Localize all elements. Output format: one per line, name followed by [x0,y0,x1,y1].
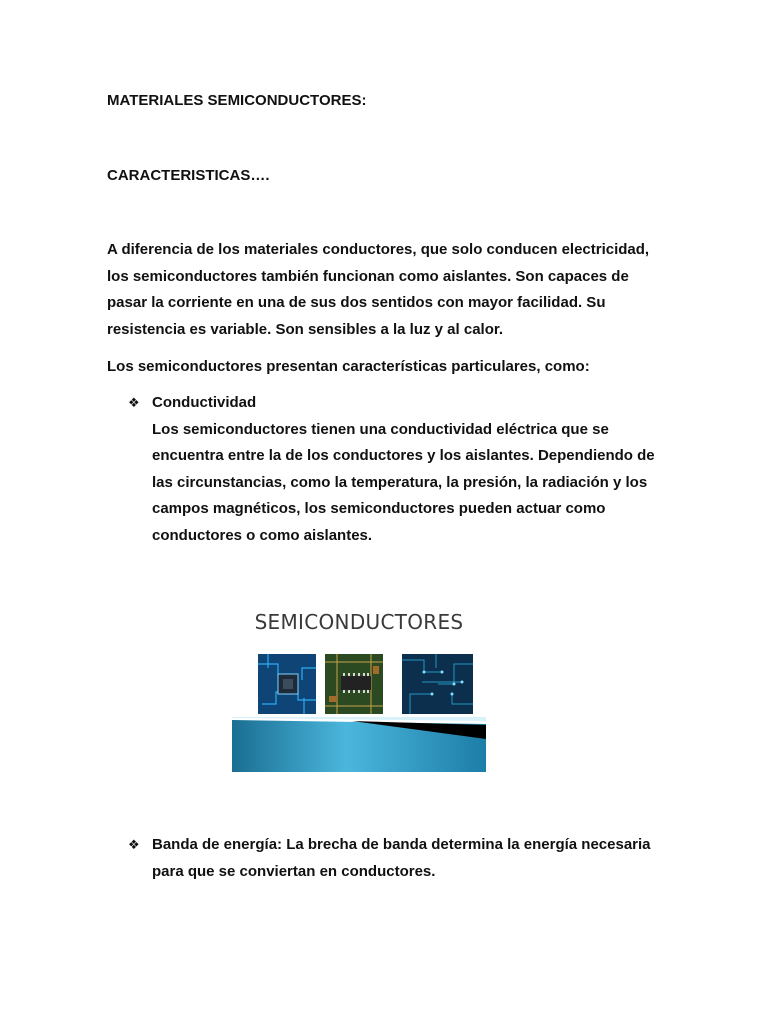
circuit-board-image [402,654,473,714]
decorative-banner [232,717,486,772]
bullet-title: Conductividad [152,394,257,411]
circuit-board-image [325,654,383,714]
bullet-text: Los semiconductores tienen una conductividad eléctrica que se encuentra entre la de los conductores y los aislantes. Dependiendo de las circunstancias, como la temperatura, la presión, la radiación y los campos magnéticos, los semiconductores pueden actuar como conductores o como aislantes. [152,420,655,544]
diamond-bullet-icon: ❖ [128,395,140,410]
characteristics-intro: Los semiconductores presentan características particulares, como: [107,358,590,375]
intro-paragraph: A diferencia de los materiales conductores, que solo conducen electricidad, los semiconductores también funcionan como aislantes. Son capaces de pasar la corriente en una de sus dos sentidos con mayor facilidad. Su resistencia es variable. Son sensibles a la luz y al calor. [107,241,650,338]
image-caption-text: SEMICONDUCTORES [254,610,464,634]
diamond-bullet-icon: ❖ [128,837,140,852]
bullet-item-conductividad [128,390,668,549]
document-title: MATERIALES SEMICONDUCTORES: [107,92,367,109]
circuit-board-image [258,654,316,714]
bullet-item-banda-de-energia [128,832,668,885]
bullet-text: Banda de energía: La brecha de banda determina la energía necesaria para que se conviertan en conductores. [152,836,651,880]
semiconductores-image [232,578,486,772]
section-heading: CARACTERISTICAS…. [107,167,270,184]
